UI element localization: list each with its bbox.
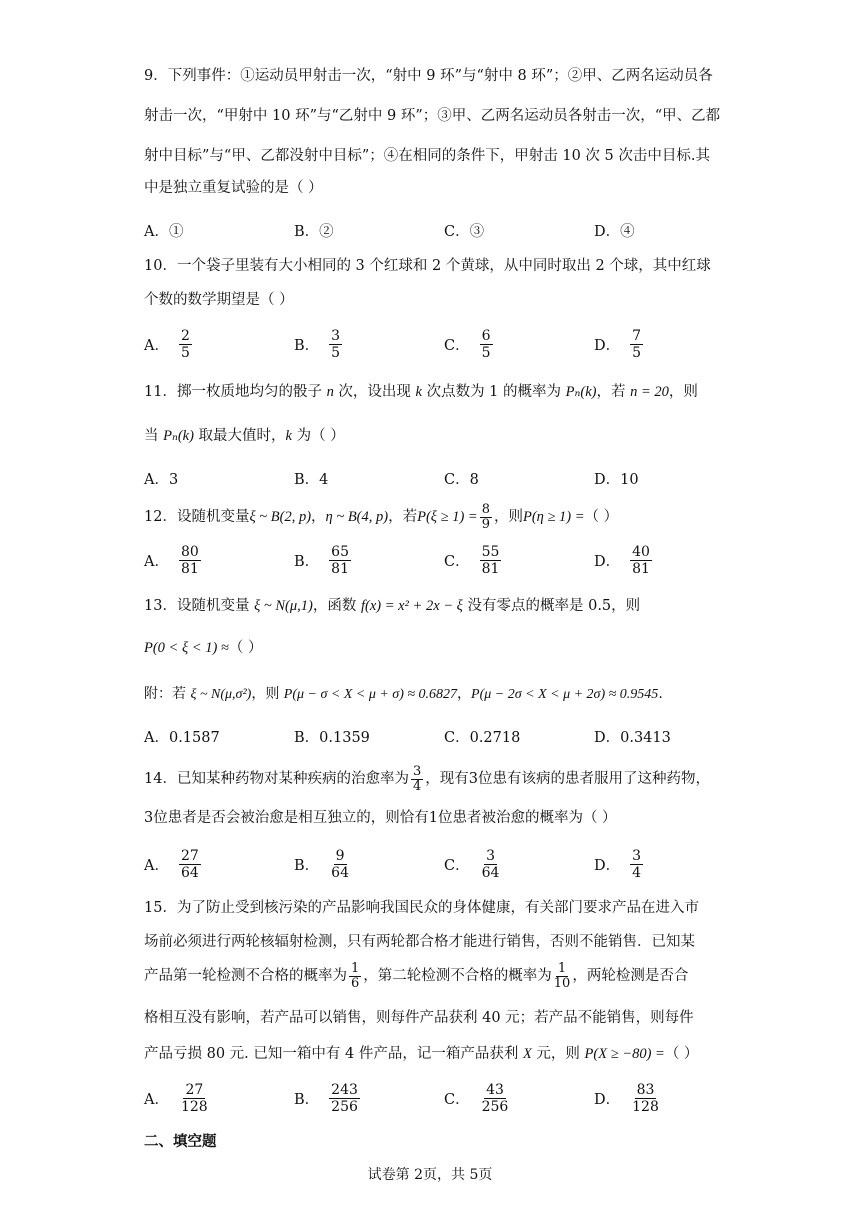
q11-line-1: 11．掷一枚质地均匀的骰子 n 次，设出现 k 次点数为 1 的概率为 Pₙ(k)，若 n = 20，则 — [144, 384, 698, 400]
fraction: $\frac{6}{5}$ — [481, 328, 491, 361]
q13-line-1: 13．设随机变量 ξ ~ N(μ,1)，函数 f(x) = x² + 2x − ξ 没有零点的概率是 0.5，则 — [144, 598, 641, 614]
q12-option-b: B． $\frac{65}{81}$ — [294, 544, 349, 577]
fraction: $\frac{3}{5}$ — [331, 328, 341, 361]
fraction: $\frac{43}{256}$ — [481, 1082, 509, 1115]
q11-option-c: C．8 — [444, 472, 479, 488]
q15-line-2: 场前必须进行两轮核辐射检测，只有两轮都合格才能进行销售，否则不能销售．已知某 — [144, 934, 695, 950]
q14-option-b: B． $\frac{9}{64}$ — [294, 848, 349, 881]
q13-option-b: B．0.1359 — [294, 730, 370, 746]
q11-option-a: A．3 — [144, 472, 179, 488]
fraction: $\frac{40}{81}$ — [632, 544, 650, 577]
q15-line-5: 产品亏损 80 元. 已知一箱中有 4 件产品，记一箱产品获利 X 元，则 P(X ≥ −80) =（ ） — [144, 1046, 699, 1062]
q13-line-2: P(0 < ξ < 1) ≈（ ） — [144, 640, 263, 656]
page-footer: 试卷第 2页，共 5页 — [367, 1167, 493, 1183]
q15-option-c: C． $\frac{43}{256}$ — [444, 1082, 509, 1115]
q13-note: 附：若 ξ ~ N(μ,σ²)，则 P(μ − σ < X < μ + σ) ≈ 0.6827，P(μ − 2σ < X < μ + 2σ) ≈ 0.9545. — [144, 686, 663, 702]
fraction: $\frac{27}{128}$ — [180, 1082, 208, 1115]
q10-line-1: 10．一个袋子里装有大小相同的 3 个红球和 2 个黄球，从中同时取出 2 个球，其中红球 — [144, 258, 711, 274]
q14-option-c: C． $\frac{3}{64}$ — [444, 848, 500, 881]
fraction: $\frac{1}{10}$ — [553, 960, 571, 991]
q15-option-a: A． $\frac{27}{128}$ — [144, 1082, 208, 1115]
q12-option-a: A． $\frac{80}{81}$ — [144, 544, 199, 577]
q11-line-2: 当 Pₙ(k) 取最大值时，k 为（ ） — [144, 428, 345, 444]
q14-option-d: D． $\frac{3}{4}$ — [594, 848, 642, 881]
q12-option-c: C． $\frac{55}{81}$ — [444, 544, 500, 577]
q15-line-1: 15．为了防止受到核污染的产品影响我国民众的身体健康，有关部门要求产品在进入市 — [144, 900, 699, 916]
fraction: $\frac{55}{81}$ — [481, 544, 500, 577]
fraction: $\frac{3}{4}$ — [412, 763, 422, 794]
q9-line-3: 射中目标”与“甲、乙都没射中目标”；④在相同的条件下，甲射击 10 次 5 次击中目标.其 — [144, 148, 710, 164]
q14-line-1: 14．已知某种药物对某种疾病的治愈率为 $\frac{3}{4}$ ，现有3位患有该病的患者服用了这种药物， — [144, 763, 710, 794]
fraction: $\frac{80}{81}$ — [180, 544, 199, 577]
fraction: $\frac{3}{4}$ — [632, 848, 642, 881]
q13-option-c: C．0.2718 — [444, 730, 521, 746]
q11-option-b: B．4 — [294, 472, 329, 488]
section-heading: 二、填空题 — [144, 1133, 217, 1150]
fraction: $\frac{7}{5}$ — [632, 328, 642, 361]
q12-option-d: D． $\frac{40}{81}$ — [594, 544, 650, 577]
q9-option-c: C．③ — [444, 224, 485, 240]
q9-line-2: 射击一次，“甲射中 10 环”与“乙射中 9 环”；③甲、乙两名运动员各射击一次，“甲、乙都 — [144, 108, 721, 124]
q14-line-2: 3位患者是否会被治愈是相互独立的，则恰有1位患者被治愈的概率为（ ） — [144, 810, 617, 826]
fraction: $\frac{243}{256}$ — [331, 1082, 358, 1115]
q9-option-a: A．① — [144, 224, 184, 240]
fraction: $\frac{2}{5}$ — [180, 328, 190, 361]
q9-option-d: D．④ — [594, 224, 635, 240]
q9-option-b: B．② — [294, 224, 334, 240]
q10-option-b: B． $\frac{3}{5}$ — [294, 328, 341, 361]
q12-line-1: 12．设随机变量 ξ ~ B(2, p) ， η ~ B(4, p) ，若 P(ξ ≥ 1) = $\frac{8}{9}$ ，则 P(η ≥ 1) = （ ） — [144, 501, 619, 532]
q15-option-b: B． $\frac{243}{256}$ — [294, 1082, 358, 1115]
fraction: $\frac{3}{64}$ — [481, 848, 500, 881]
fraction: $\frac{8}{9}$ — [481, 501, 490, 532]
q14-option-a: A． $\frac{27}{64}$ — [144, 848, 199, 881]
fraction: $\frac{9}{64}$ — [331, 848, 349, 881]
q15-option-d: D． $\frac{83}{128}$ — [594, 1082, 659, 1115]
q9-line-1: 9．下列事件：①运动员甲射击一次，“射中 9 环”与“射中 8 环”；②甲、乙两名运动员各 — [144, 68, 713, 84]
q11-option-d: D．10 — [594, 472, 639, 488]
fraction: $\frac{1}{6}$ — [351, 960, 360, 991]
q9-line-4: 中是独立重复试验的是（ ） — [144, 180, 323, 196]
q15-line-4: 格相互没有影响，若产品可以销售，则每件产品获利 40 元；若产品不能销售，则每件 — [144, 1010, 694, 1026]
fraction: $\frac{27}{64}$ — [180, 848, 199, 881]
q13-option-a: A．0.1587 — [144, 730, 220, 746]
q15-line-3: 产品第一轮检测不合格的概率为 $\frac{1}{6}$ ，第二轮检测不合格的概率为 $\frac{1}{10}$ ，两轮检测是否合 — [144, 960, 689, 991]
q10-line-2: 个数的数学期望是（ ） — [144, 292, 294, 308]
fraction: $\frac{83}{128}$ — [632, 1082, 659, 1115]
fraction: $\frac{65}{81}$ — [331, 544, 349, 577]
q10-option-d: D． $\frac{7}{5}$ — [594, 328, 642, 361]
q10-option-c: C． $\frac{6}{5}$ — [444, 328, 491, 361]
q13-option-d: D．0.3413 — [594, 730, 671, 746]
q10-option-a: A． $\frac{2}{5}$ — [144, 328, 190, 361]
